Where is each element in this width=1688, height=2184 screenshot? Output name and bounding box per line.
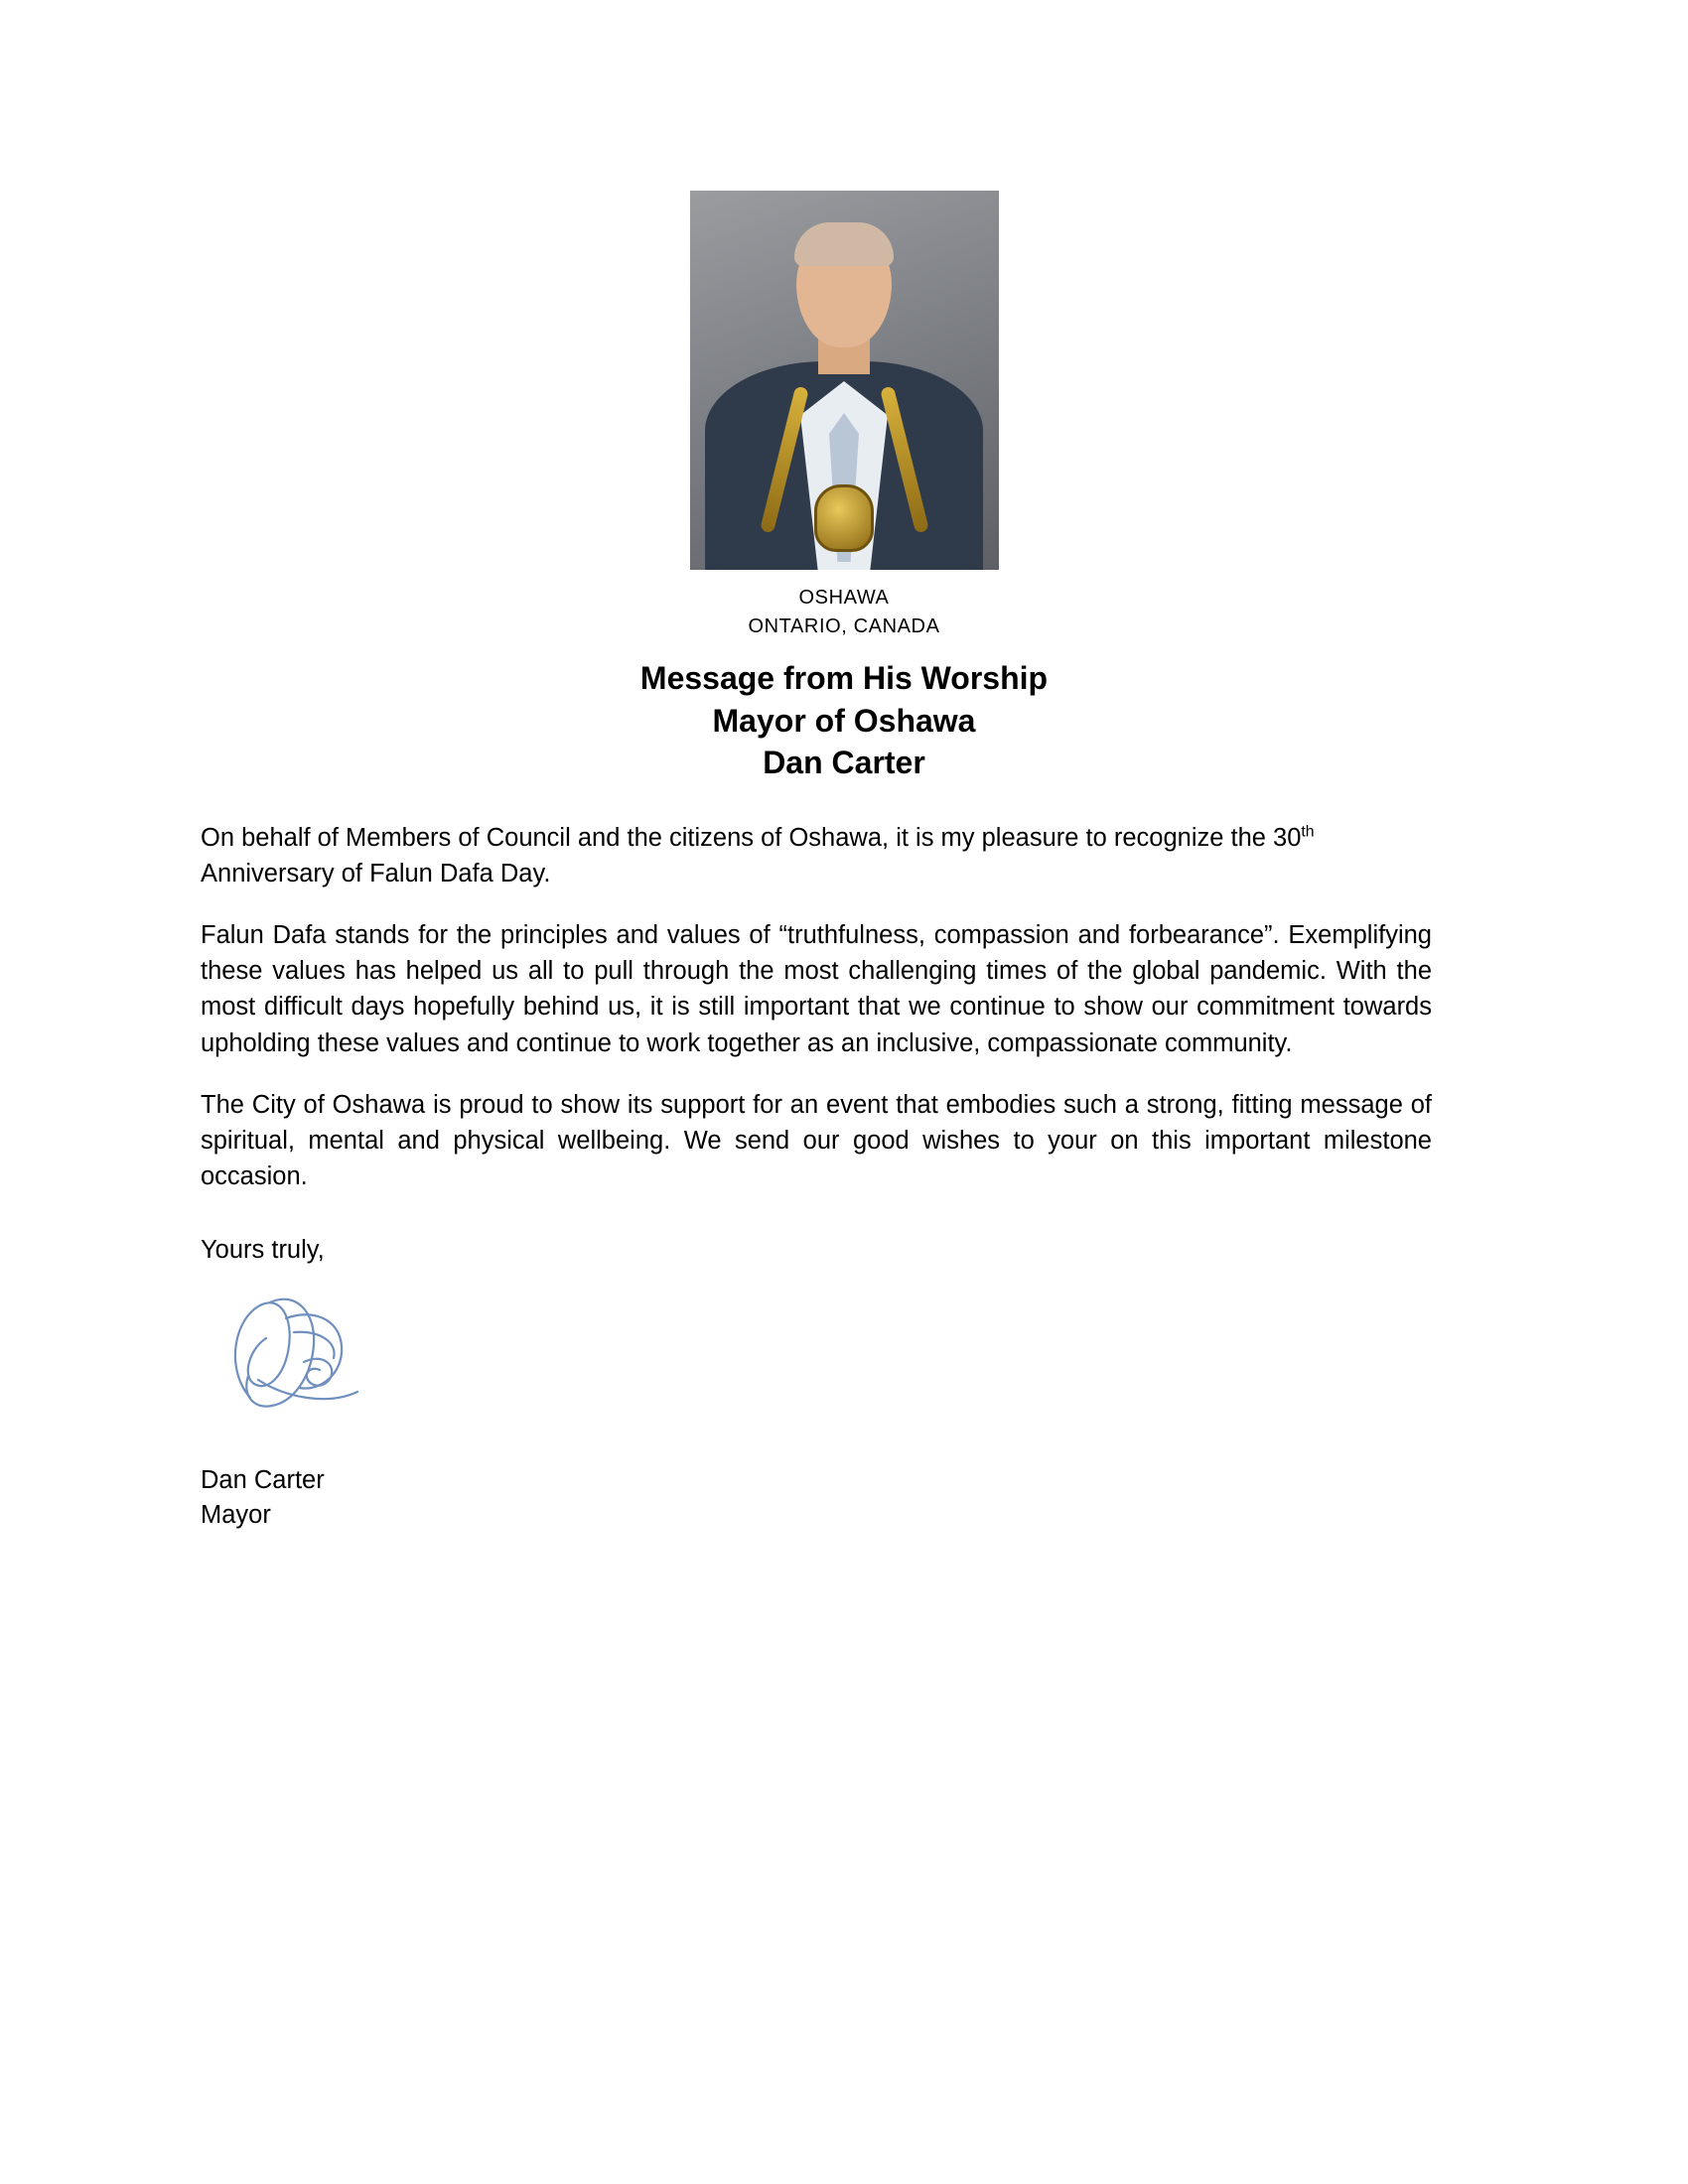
signer-block bbox=[201, 1463, 1432, 1532]
portrait-hair bbox=[794, 222, 894, 266]
paragraph-1-text-after: Anniversary of Falun Dafa Day. bbox=[201, 859, 551, 887]
paragraph-2: Falun Dafa stands for the principles and values of “truthfulness, compassion and forbearance”. Exemplifying these values has helped us all to pull through the most challenging times of the global pandemic. With the most difficult days hopefully behind us, it is still important that we continue to show our commitment towards upholding these values and continue to work together as an inclusive, compassionate community. bbox=[201, 921, 1432, 1057]
letter-body bbox=[201, 820, 1432, 1533]
signer-title: Mayor bbox=[201, 1500, 271, 1529]
paragraph-1 bbox=[201, 820, 1432, 891]
paragraph-3: The City of Oshawa is proud to show its support for an event that embodies such a strong, fitting message of spiritual, mental and physical wellbeing. We send our good wishes to your on this important milestone occasion. bbox=[201, 1090, 1432, 1191]
letter-title bbox=[0, 657, 1688, 784]
crest-text-block bbox=[0, 584, 1688, 641]
signature-image bbox=[209, 1273, 467, 1461]
crest-region-label: ONTARIO, CANADA bbox=[748, 615, 940, 637]
closing-salutation: Yours truly, bbox=[201, 1236, 325, 1265]
paragraph-1-text-before: On behalf of Members of Council and the citizens of Oshawa, it is my pleasure to recognize the 30 bbox=[201, 823, 1302, 852]
title-line-3: Dan Carter bbox=[763, 745, 925, 781]
title-line-1: Message from His Worship bbox=[639, 660, 1049, 696]
chain-of-office-medallion bbox=[814, 484, 874, 552]
portrait-container bbox=[0, 0, 1688, 570]
mayor-portrait-image bbox=[690, 191, 999, 570]
crest-city-label: OSHAWA bbox=[798, 587, 890, 609]
signer-name: Dan Carter bbox=[201, 1465, 325, 1494]
ordinal-suffix: th bbox=[1301, 823, 1315, 841]
title-line-2: Mayor of Oshawa bbox=[712, 702, 976, 739]
